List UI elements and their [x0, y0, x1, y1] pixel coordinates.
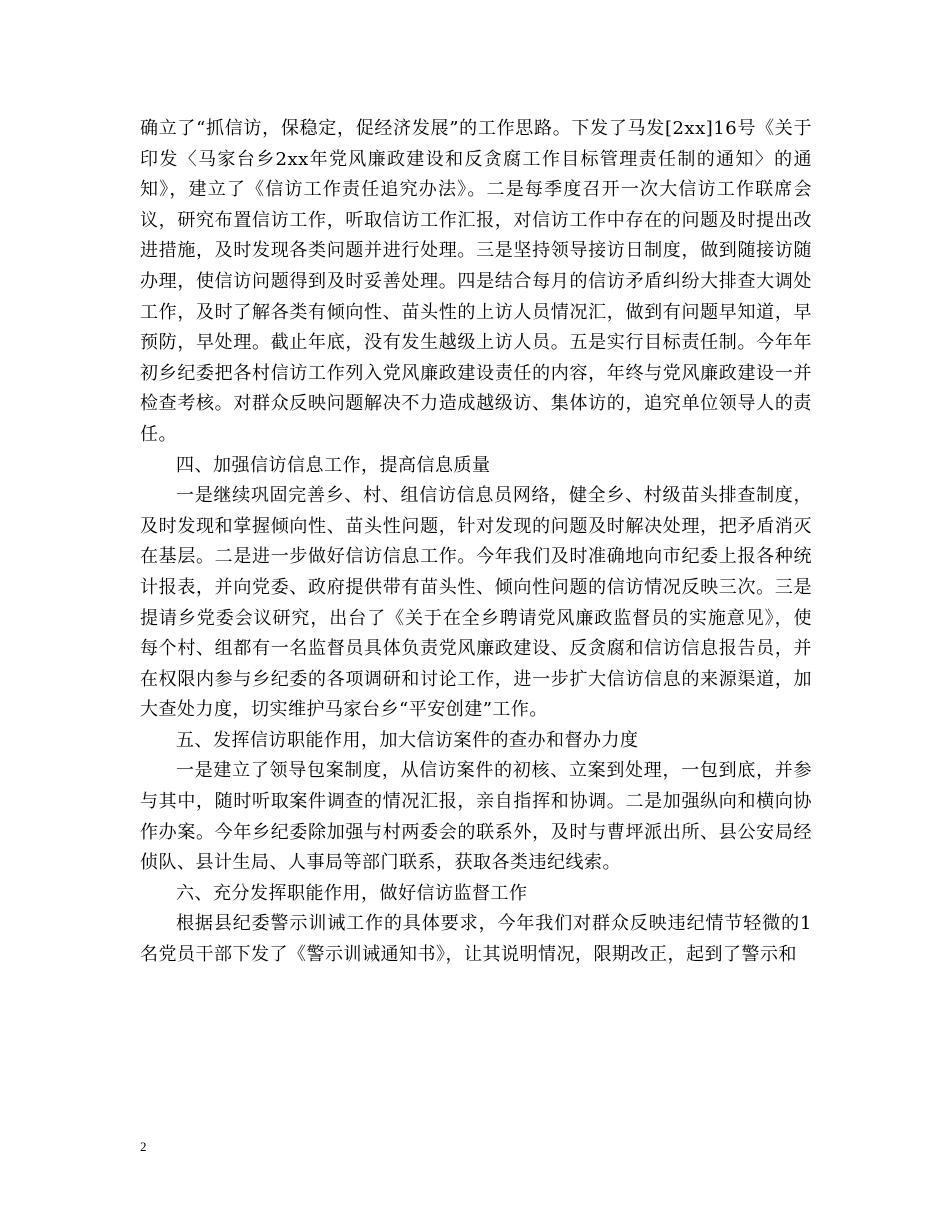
page-number: 2: [140, 1139, 147, 1154]
body-paragraph-4: 根据县纪委警示训诫工作的具体要求，今年我们对群众反映违纪情节轻微的1名党员干部下发了《警示训诫通知书》，让其说明情况，限期改正，起到了警示和: [140, 913, 812, 966]
section-heading-6: 六、充分发挥职能作用，做好信访监督工作: [176, 882, 528, 904]
body-paragraph-3: 一是建立了领导包案制度，从信访案件的初核、立案到处理，一包到底，并参与其中，随时听取案件调查的情况汇报，亲自指挥和协调。二是加强纵向和横向协作办案。今年乡纪委除加强与村两委会的联系外，及时与曹坪派出所、县公安局经侦队、县计生局、人事局等部门联系，获取各类违纪线索。: [140, 760, 812, 874]
body-paragraph-1: 确立了“抓信访，保稳定，促经济发展”的工作思路。下发了马发[2xx]16号《关于印发〈马家台乡2xx年党风廉政建设和反贪腐工作目标管理责任制的通知〉的通知》，建立了《信访工作责任追究办法》。二是每季度召开一次大信访工作联席会议，研究布置信访工作，听取信访工作汇报，对信访工作中存在的问题及时提出改进措施，及时发现各类问题并进行处理。三是坚持领导接访日制度，做到随接访随办理，使信访问题得到及时妥善处理。四是结合每月的信访矛盾纠纷大排查大调处工作，及时了解各类有倾向性、苗头性的上访人员情况汇，做到有问题早知道，早预防，早处理。截止年底，没有发生越级上访人员。五是实行目标责任制。今年年初乡纪委把各村信访工作列入党风廉政建设责任的内容，年终与党风廉政建设一并检查考核。对群众反映问题解决不力造成越级访、集体访的，追究单位领导人的责任。: [140, 118, 812, 445]
document-body: [140, 114, 812, 971]
body-paragraph-2: 一是继续巩固完善乡、村、组信访信息员网络，健全乡、村级苗头排查制度，及时发现和掌握倾向性、苗头性问题，针对发现的问题及时解决处理，把矛盾消灭在基层。二是进一步做好信访信息工作。今年我们及时准确地向市纪委上报各种统计报表，并向党委、政府提供带有苗头性、倾向性问题的信访情况反映三次。三是提请乡党委会议研究，出台了《关于在全乡聘请党风廉政监督员的实施意见》，使每个村、组都有一名监督员具体负责党风廉政建设、反贪腐和信访信息报告员，并在权限内参与乡纪委的各项调研和讨论工作，进一步扩大信访信息的来源渠道，加大查处力度，切实维护马家台乡“平安创建”工作。: [140, 485, 812, 721]
section-heading-5: 五、发挥信访职能作用，加大信访案件的查办和督办力度: [176, 729, 639, 751]
section-heading-4: 四、加强信访信息工作，提高信息质量: [176, 454, 491, 476]
